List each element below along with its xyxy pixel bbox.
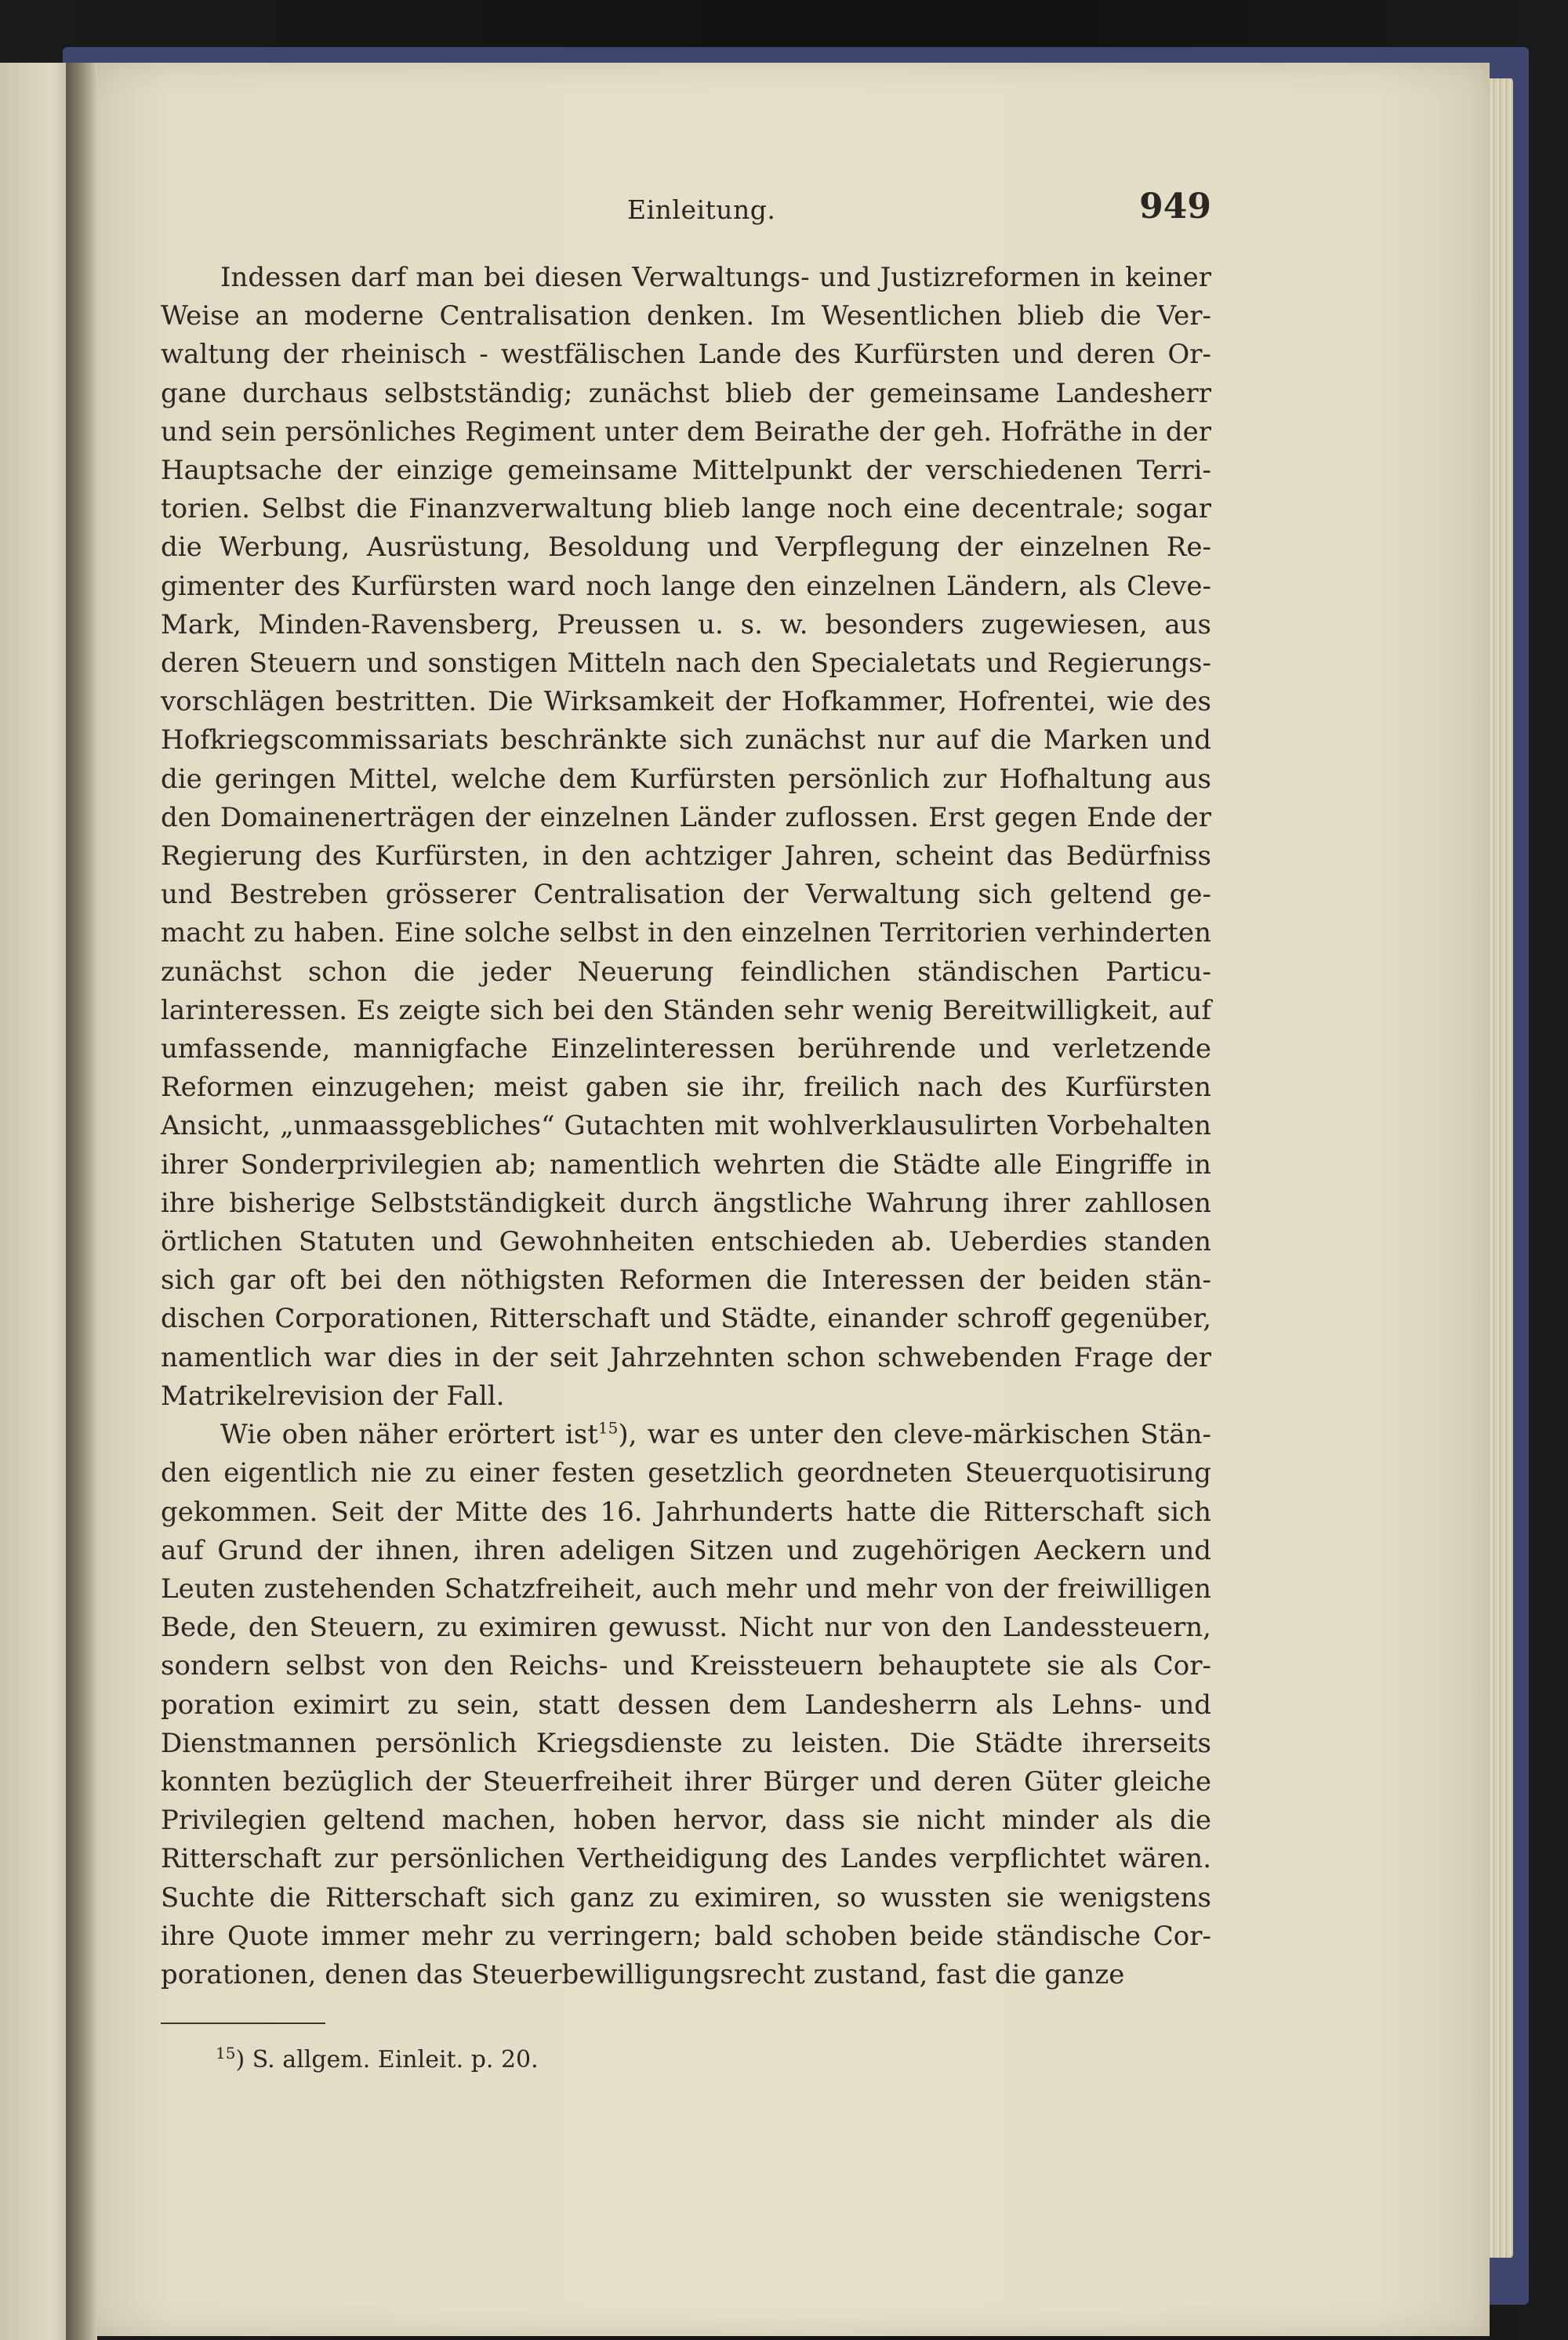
footnote-text: ) S. allgem. Einleit. p. 20. [235, 2046, 539, 2074]
paragraph-1: Indessen darf man bei diesen Verwaltungs- und Justizreformen in keiner Weise an moderne Centralisation denken. Im Wesentlichen blieb die Verwaltung der rheinisch - westfälischen Lande des Kurfürsten und deren Organe durchaus selbstständig; zunächst blieb der gemeinsame Landesherr und sein persönliches Regiment unter dem Beirathe der geh. Hofräthe in der Hauptsache der einzige gemeinsame Mittelpunkt der verschiedenen Territorien. Selbst die Finanzverwaltung blieb lange noch eine decentrale; sogar die Werbung, Ausrüstung, Besoldung und Verpflegung der einzelnen Regimenter des Kurfürsten ward noch lange den einzelnen Ländern, als Cleve-Mark, Minden-Ravensberg, Preussen u. s. w. besonders zugewiesen, aus deren Steuern und sonstigen Mitteln nach den Specialetats und Regierungsvorschlägen bestritten. Die Wirksamkeit der Hofkammer, Hofrentei, wie des Hofkriegscommissariats beschränkte sich zunächst nur auf die Marken und die geringen Mittel, welche dem Kurfürsten persönlich zur Hofhaltung aus den Domainenerträgen der einzelnen Länder zuflossen. Erst gegen Ende der Regierung des Kurfürsten, in den achtziger Jahren, scheint das Bedürfniss und Bestreben grösserer Centralisation der Verwaltung sich geltend gemacht zu haben. Eine solche selbst in den einzelnen Territorien verhinderten zunächst schon die jeder Neuerung feindlichen ständischen Particularinteressen. Es zeigte sich bei den Ständen sehr wenig Bereitwilligkeit, auf umfassende, mannigfache Einzelinteressen berührende und verletzende Reformen einzugehen; meist gaben sie ihr, freilich nach des Kurfürsten Ansicht, „unmaassgebliches“ Gutachten mit wohlverklausulirten Vorbehalten ihrer Sonderprivilegien ab; namentlich wehrten die Städte alle Eingriffe in ihre bisherige Selbstständigkeit durch ängstliche Wahrung ihrer zahllosen örtlichen Statuten und Gewohnheiten entschieden ab. Ueberdies standen sich gar oft bei den nöthigsten Reformen die Interessen der beiden ständischen Corporationen, Ritterschaft und Städte, einander schroff gegenüber, namentlich war dies in der seit Jahrzehnten schon schwebenden Frage der Matrikelrevision der Fall. [161, 262, 1211, 1412]
paragraph-2-start: Wie oben näher erörtert ist [220, 1419, 598, 1451]
paragraph-2-rest: ), war es unter den cleve-märkischen Ständen eigentlich nie zu einer festen gesetzlich geordneten Steuerquotisirung gekommen. Seit der Mitte des 16. Jahrhunderts hatte die Ritterschaft sich auf Grund der ihnen, ihren adeligen Sitzen und zugehörigen Aeckern und Leuten zustehenden Schatzfreiheit, auch mehr und mehr von der freiwilligen Bede, den Steuern, zu eximiren gewusst. Nicht nur von den Landessteuern, sondern selbst von den Reichs- und Kreissteuern behauptete sie als Corporation eximirt zu sein, statt dessen dem Landesherrn als Lehns- und Dienstmannen persönlich Kriegsdienste zu leisten. Die Städte ihrerseits konnten bezüglich der Steuerfreiheit ihrer Bürger und deren Güter gleiche Privilegien geltend machen, hoben hervor, dass sie nicht minder als die Ritterschaft zur persönlichen Vertheidigung des Landes verpflichtet wären. Suchte die Ritterschaft sich ganz zu eximiren, so wussten sie wenigstens ihre Quote immer mehr zu verringern; bald schoben beide ständische Corporationen, denen das Steuerbewilligungsrecht zustand, fast die ganze [161, 1419, 1211, 1990]
running-head-title: Einleitung. [627, 194, 776, 225]
footnote-rule [161, 2023, 325, 2024]
page-number: 949 [1139, 187, 1211, 227]
left-page-edge [0, 63, 74, 2340]
body-text [161, 259, 1211, 1994]
footnote-reference: 15 [597, 1418, 619, 1438]
footnote [216, 2044, 1211, 2076]
footnote-marker: 15 [216, 2044, 236, 2063]
text-block [161, 180, 1211, 2076]
paragraph-2 [161, 1416, 1211, 1994]
book-gutter [66, 63, 97, 2340]
running-head [161, 180, 1211, 235]
